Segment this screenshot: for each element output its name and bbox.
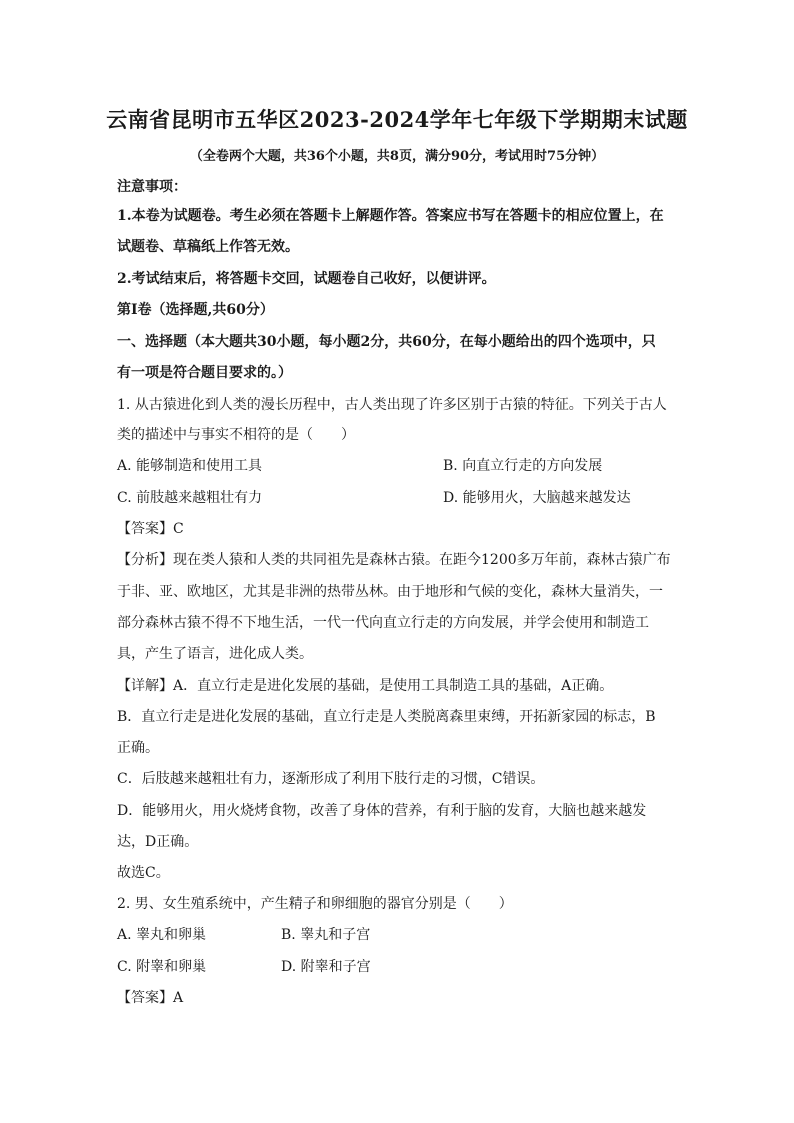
q1-analysis-line-3: 部分森林古猿不得不下地生活，一代一代向直立行走的方向发展，并学会使用和制造工 bbox=[117, 615, 649, 631]
q1-detail-line-4: C．后肢越来越粗壮有力，逐渐形成了利用下肢行走的习惯，C错误。 bbox=[117, 771, 545, 787]
q1-detail-line-5: D．能够用火，用火烧烤食物，改善了身体的营养，有利于脑的发育，大脑也越来越发 bbox=[117, 803, 647, 819]
q1-answer: 【答案】C bbox=[117, 521, 184, 537]
q1-conclusion: 故选C。 bbox=[117, 865, 170, 881]
q1-detail-line-3: 正确。 bbox=[117, 740, 159, 756]
q2-stem: 2. 男、女生殖系统中，产生精子和卵细胞的器官分别是（ ） bbox=[117, 896, 513, 912]
notice-heading: 注意事项： bbox=[117, 179, 187, 195]
q1-option-b: B. 向直立行走的方向发展 bbox=[443, 458, 603, 474]
q2-option-d: D. 附睾和子宫 bbox=[281, 959, 371, 975]
q1-option-c: C. 前肢越来越粗壮有力 bbox=[117, 490, 263, 506]
notice-item-1-line-2: 试题卷、草稿纸上作答无效。 bbox=[117, 239, 299, 255]
q1-analysis-line-4: 具，产生了语言，进化成人类。 bbox=[117, 646, 313, 662]
section-heading-line-2: 有一项是符合题目要求的。） bbox=[117, 365, 292, 381]
volume-heading: 第Ⅰ卷（选择题,共60分） bbox=[117, 302, 274, 318]
q1-detail-line-6: 达，D正确。 bbox=[117, 834, 199, 850]
notice-item-1-line-1: 1.本卷为试题卷。考生必须在答题卡上解题作答。答案应书写在答题卡的相应位置上，在 bbox=[117, 208, 664, 224]
q1-detail-line-1: 【详解】A．直立行走是进化发展的基础，是使用工具制造工具的基础，A正确。 bbox=[117, 678, 614, 694]
q1-analysis-line-2: 于非、亚、欧地区，尤其是非洲的热带丛林。由于地形和气候的变化，森林大量消失，一 bbox=[117, 584, 663, 600]
section-heading-line-1: 一、选择题（本大题共30小题，每小题2分，共60分，在每小题给出的四个选项中，只 bbox=[117, 334, 656, 350]
q2-answer: 【答案】A bbox=[117, 990, 184, 1006]
exam-info-subtitle: （全卷两个大题，共36个小题，共8页，满分90分，考试用时75分钟） bbox=[189, 149, 605, 164]
q1-option-d: D. 能够用火，大脑越来越发达 bbox=[443, 490, 631, 506]
notice-item-2: 2.考试结束后，将答题卡交回，试题卷自己收好，以便讲评。 bbox=[117, 271, 496, 287]
page-title: 云南省昆明市五华区2023-2024学年七年级下学期期末试题 bbox=[106, 107, 688, 132]
q1-detail-line-2: B．直立行走是进化发展的基础，直立行走是人类脱离森里束缚，开拓新家园的标志，B bbox=[117, 709, 656, 725]
q1-option-a: A. 能够制造和使用工具 bbox=[117, 458, 263, 474]
q1-stem-line-2: 类的描述中与事实不相符的是（ ） bbox=[117, 427, 355, 443]
q1-stem-line-1: 1. 从古猿进化到人类的漫长历程中，古人类出现了许多区别于古猿的特征。下列关于古人 bbox=[117, 397, 667, 413]
q2-option-c: C. 附睾和卵巢 bbox=[117, 959, 207, 975]
q2-option-a: A. 睾丸和卵巢 bbox=[117, 927, 207, 943]
q2-option-b: B. 睾丸和子宫 bbox=[281, 927, 371, 943]
q1-analysis-line-1: 【分析】现在类人猿和人类的共同祖先是森林古猿。在距今1200多万年前，森林古猿广布 bbox=[117, 552, 671, 568]
